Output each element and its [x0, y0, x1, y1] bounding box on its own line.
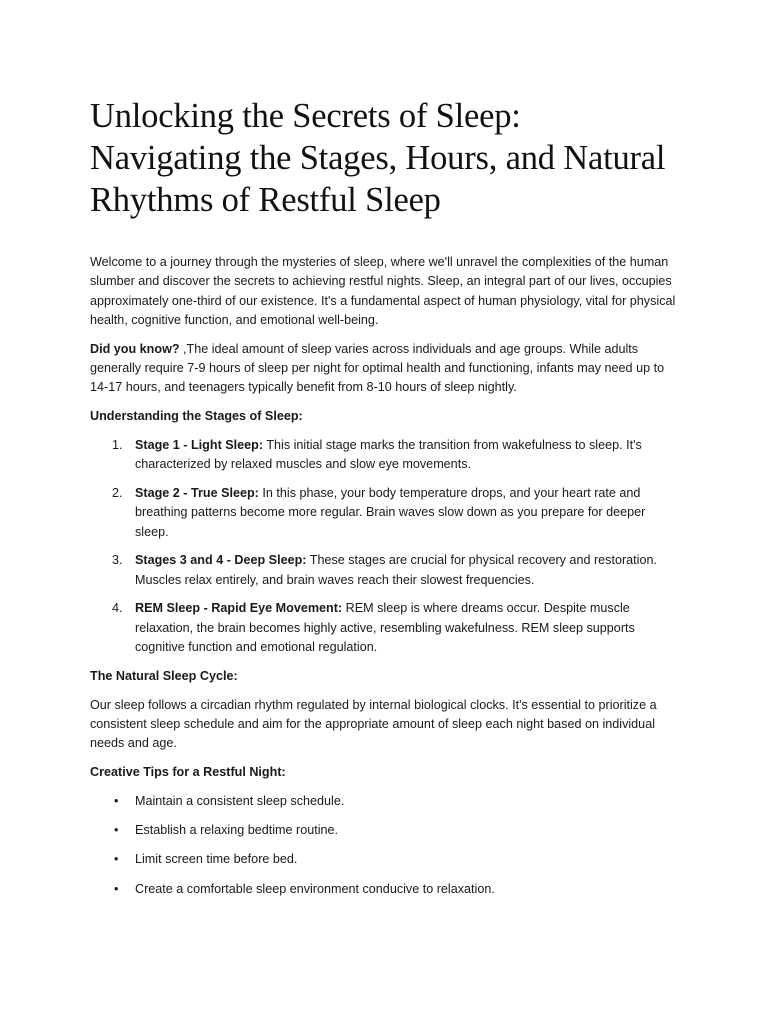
list-item	[90, 880, 680, 899]
stage-label: REM Sleep - Rapid Eye Movement:	[135, 601, 343, 616]
tips-heading: Creative Tips for a Restful Night:	[90, 765, 286, 780]
stage-label: Stage 2 - True Sleep:	[135, 485, 259, 500]
list-item	[90, 821, 680, 840]
stage-text: In this phase, your body temperature drops, and your heart rate and breathing patterns become more regular. Brain waves slow down as you prepare for deeper sleep.	[135, 485, 646, 539]
list-item	[90, 792, 680, 811]
tip-text: Create a comfortable sleep environment conducive to relaxation.	[135, 881, 495, 896]
stage-text: REM sleep is where dreams occur. Despite muscle relaxation, the brain becomes highly active, resembling wakefulness. REM sleep supports cognitive function and emotional regulation.	[135, 601, 635, 655]
list-item	[90, 850, 680, 869]
stages-heading: Understanding the Stages of Sleep:	[90, 409, 303, 424]
list-item	[90, 436, 680, 475]
stage-text: These stages are crucial for physical recovery and restoration. Muscles relax entirely, and brain waves reach their slowest frequencies.	[135, 553, 657, 587]
stage-label: Stage 1 - Light Sleep:	[135, 437, 264, 452]
list-number: 2.	[112, 485, 123, 500]
page-title: Unlocking the Secrets of Sleep: Navigating the Stages, Hours, and Natural Rhythms of Restful Sleep	[90, 97, 666, 219]
did-you-know-label: Did you know?	[90, 341, 180, 356]
document-body	[90, 253, 680, 899]
stages-list	[90, 436, 680, 657]
list-number: 1.	[112, 437, 123, 452]
list-number: 3.	[112, 553, 123, 568]
document-page	[90, 95, 680, 909]
list-number: 4.	[112, 601, 123, 616]
did-you-know-paragraph	[90, 340, 680, 398]
stage-label: Stages 3 and 4 - Deep Sleep:	[135, 553, 307, 568]
bullet-icon: •	[114, 881, 119, 896]
tip-text: Limit screen time before bed.	[135, 852, 298, 867]
bullet-icon: •	[114, 852, 119, 867]
tip-text: Maintain a consistent sleep schedule.	[135, 793, 345, 808]
list-item	[90, 551, 680, 590]
stage-text: This initial stage marks the transition from wakefulness to sleep. It's characterized by relaxed muscles and slow eye movements.	[135, 437, 642, 472]
did-you-know-text: ,The ideal amount of sleep varies across individuals and age groups. While adults generally require 7-9 hours of sleep per night for optimal health and functioning, infants may need up to 14-17 hours, and teenagers typically benefit from 8-10 hours of sleep nightly.	[90, 341, 665, 395]
intro-paragraph: Welcome to a journey through the mysteries of sleep, where we'll unravel the complexities of the human slumber and discover the secrets to achieving restful nights. Sleep, an integral part of our lives, occupies approximately one-third of our existence. It's a fundamental aspect of human physiology, vital for physical health, cognitive function, and emotional well-being.	[90, 255, 676, 327]
list-item	[90, 484, 680, 542]
list-item	[90, 599, 680, 657]
cycle-paragraph: Our sleep follows a circadian rhythm regulated by internal biological clocks. It's essential to prioritize a consistent sleep schedule and aim for the appropriate amount of sleep each night based on individual needs and age.	[90, 697, 657, 751]
bullet-icon: •	[114, 823, 119, 838]
tips-list	[90, 792, 680, 899]
tip-text: Establish a relaxing bedtime routine.	[135, 823, 339, 838]
cycle-heading: The Natural Sleep Cycle:	[90, 668, 238, 683]
bullet-icon: •	[114, 793, 119, 808]
